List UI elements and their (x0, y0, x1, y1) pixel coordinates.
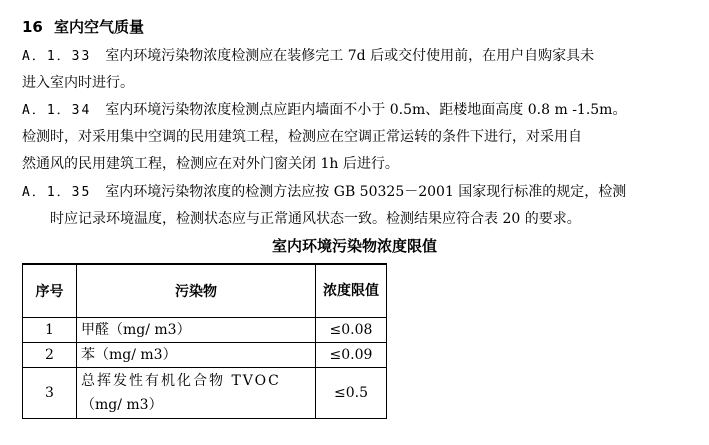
row-pollutant-line: （mg/ m3） (81, 397, 163, 413)
row-pollutant: 甲醛（mg/ m3） (77, 318, 316, 343)
row-pollutant: 苯（mg/ m3） (77, 343, 316, 368)
clause-line: 进入室内时进行。 (22, 75, 134, 91)
table-row (23, 318, 387, 343)
clause-line: 然通风的民用建筑工程，检测应在对外门窗关闭 1h 后进行。 (22, 156, 399, 172)
clause-a-1-34 (22, 97, 702, 178)
clause-line (22, 97, 702, 124)
clause-text: 室内环境污染物浓度的检测方法应按 GB 50325－2001 国家现行标准的规定，检测 (105, 184, 627, 200)
pollutant-limits-table (22, 263, 387, 419)
clause-code: A．1．34 (22, 103, 92, 118)
clause-code: A．1．35 (22, 185, 92, 200)
table-header-row (23, 264, 387, 318)
header-pollutant: 污染物 (77, 264, 316, 318)
header-index: 序号 (23, 264, 77, 318)
table-row (23, 343, 387, 368)
clause-line (22, 43, 702, 70)
row-pollutant-line: 总挥发性有机化合物 TVOC (81, 373, 281, 389)
row-index: 2 (23, 343, 77, 368)
table-row (23, 368, 387, 419)
clause-line: 时应记录环境温度，检测状态应与正常通风状态一致。检测结果应符合表 20 的要求。 (50, 211, 581, 227)
row-pollutant (77, 368, 316, 419)
clause-line (22, 179, 702, 206)
clause-text: 室内环境污染物浓度检测应在装修完工 7d 后或交付使用前，在用户自购家具未 (105, 48, 595, 64)
clause-line: 检测时，对采用集中空调的民用建筑工程，检测应在空调正常运转的条件下进行，对采用自 (22, 129, 582, 145)
row-index: 1 (23, 318, 77, 343)
section-title: 室内空气质量 (54, 18, 145, 36)
section-heading (22, 17, 144, 37)
section-number: 16 (22, 18, 43, 36)
clause-text: 室内环境污染物浓度检测点应距内墙面不小于 0.5m、距楼地面高度 0.8 m -1.5m。 (105, 102, 627, 118)
header-limit: 浓度限值 (316, 264, 387, 318)
row-limit: ≤0.08 (316, 318, 387, 343)
table-caption: 室内环境污染物浓度限值 (271, 237, 437, 255)
row-limit: ≤0.09 (316, 343, 387, 368)
clause-code: A．1．33 (22, 49, 92, 64)
clause-a-1-33 (22, 43, 702, 97)
clause-a-1-35 (22, 179, 702, 233)
row-limit: ≤0.5 (316, 368, 387, 419)
row-index: 3 (23, 368, 77, 419)
